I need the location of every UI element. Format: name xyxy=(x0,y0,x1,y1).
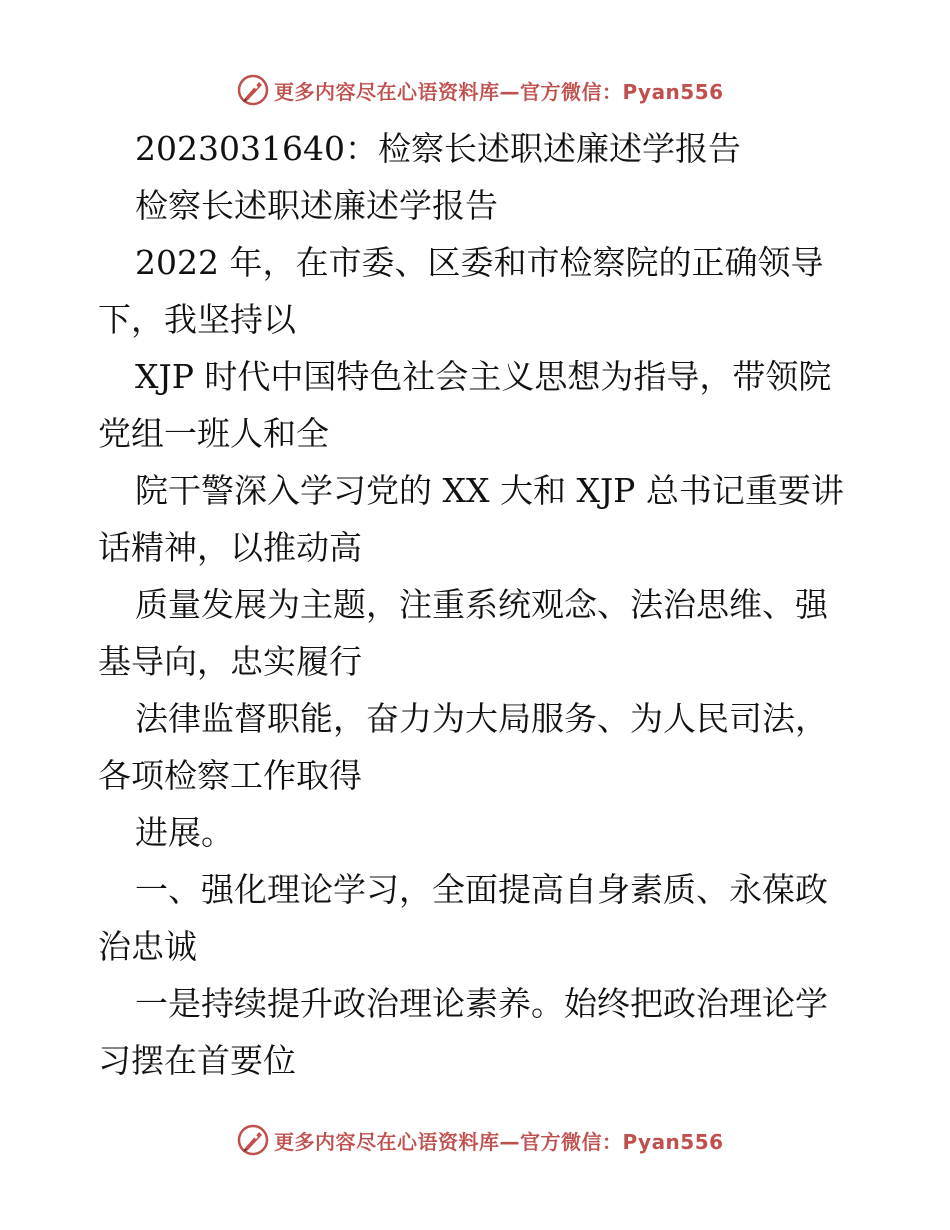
document-body xyxy=(98,120,854,1089)
footer-banner xyxy=(236,1122,724,1158)
doc-heading: 检察长述职述廉述学报告 xyxy=(135,186,498,225)
pen-logo-icon xyxy=(236,1123,270,1157)
paragraph: 进展。 xyxy=(135,813,234,852)
paragraph: 质量发展为主题，注重系统观念、法治思维、强基导向，忠实履行 xyxy=(98,585,828,681)
paragraph: 一是持续提升政治理论素养。始终把政治理论学习摆在首要位 xyxy=(98,984,828,1080)
paragraph: 院干警深入学习党的 XX 大和 XJP 总书记重要讲话精神，以推动高 xyxy=(98,471,844,567)
banner-text: 更多内容尽在心语资料库—官方微信：Pyan556 xyxy=(274,79,724,104)
section-heading: 一、强化理论学习，全面提高自身素质、永葆政治忠诚 xyxy=(98,870,828,966)
banner-text: 更多内容尽在心语资料库—官方微信：Pyan556 xyxy=(274,1129,724,1154)
paragraph: XJP 时代中国特色社会主义思想为指导，带领院党组一班人和全 xyxy=(98,357,832,453)
pen-logo-icon xyxy=(236,73,270,107)
paragraph: 2022 年，在市委、区委和市检察院的正确领导下，我坚持以 xyxy=(98,243,824,339)
doc-title-line: 2023031640：检察长述职述廉述学报告 xyxy=(135,129,741,168)
header-banner xyxy=(236,72,724,108)
paragraph: 法律监督职能，奋力为大局服务、为人民司法，各项检察工作取得 xyxy=(98,699,828,795)
